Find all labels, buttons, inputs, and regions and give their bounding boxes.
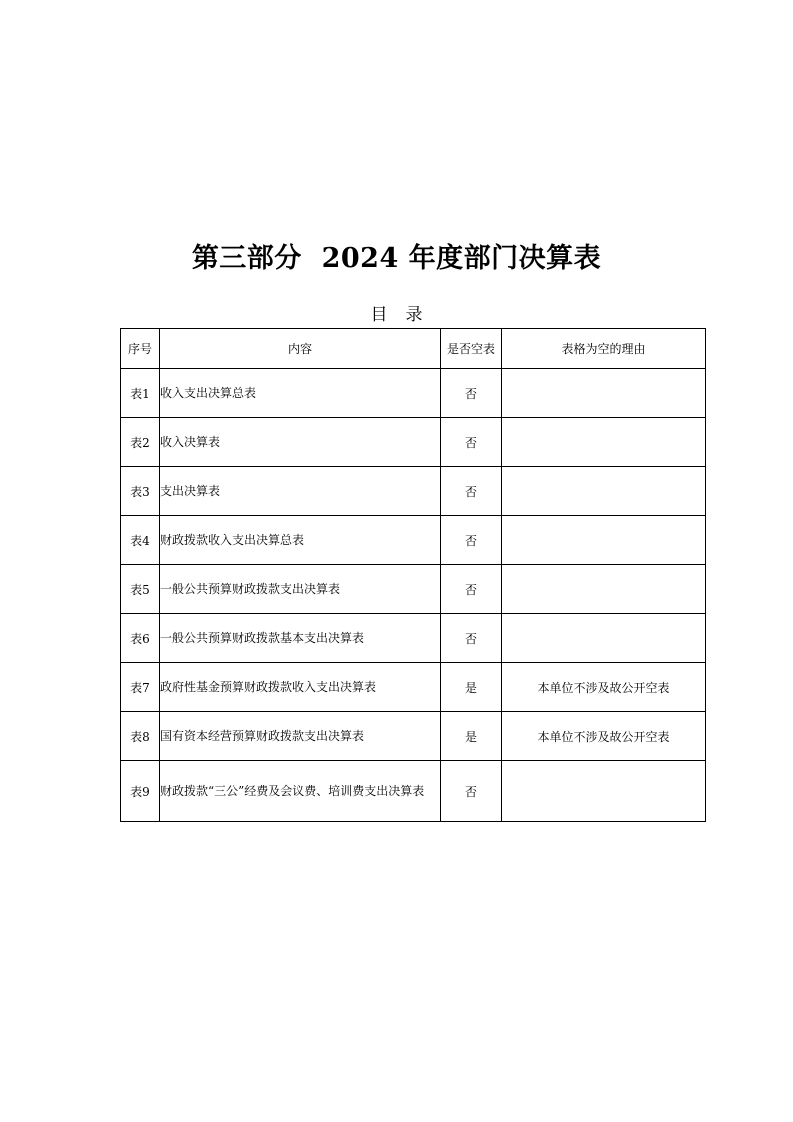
row-content: 财政拨款“三公”经费及会议费、培训费支出决算表: [160, 761, 441, 822]
row-is-empty: 是: [441, 712, 502, 761]
row-no: 表7: [121, 663, 160, 712]
row-reason: [502, 565, 706, 614]
table-header-row: [121, 329, 706, 369]
row-no: 表1: [121, 369, 160, 418]
row-content: 国有资本经营预算财政拨款支出决算表: [160, 712, 441, 761]
row-content: 收入决算表: [160, 418, 441, 467]
row-reason: [502, 418, 706, 467]
header-is-empty: 是否空表: [441, 329, 502, 369]
toc-table: [120, 328, 706, 822]
row-content: 政府性基金预算财政拨款收入支出决算表: [160, 663, 441, 712]
row-reason: [502, 467, 706, 516]
row-is-empty: 否: [441, 761, 502, 822]
toc-heading: 目录: [370, 305, 441, 325]
row-no: 表4: [121, 516, 160, 565]
row-content: 一般公共预算财政拨款支出决算表: [160, 565, 441, 614]
row-is-empty: 否: [441, 614, 502, 663]
header-no: 序号: [121, 329, 160, 369]
table-row: [121, 761, 706, 822]
row-is-empty: 否: [441, 516, 502, 565]
row-reason: [502, 369, 706, 418]
row-no: 表2: [121, 418, 160, 467]
row-is-empty: 是: [441, 663, 502, 712]
row-no: 表9: [121, 761, 160, 822]
row-content: 财政拨款收入支出决算总表: [160, 516, 441, 565]
table-row: [121, 418, 706, 467]
table-row: [121, 663, 706, 712]
row-no: 表3: [121, 467, 160, 516]
header-content: 内容: [160, 329, 441, 369]
row-content: 收入支出决算总表: [160, 369, 441, 418]
row-no: 表8: [121, 712, 160, 761]
table-row: [121, 565, 706, 614]
row-is-empty: 否: [441, 565, 502, 614]
row-no: 表6: [121, 614, 160, 663]
page-title: 第三部分 2024 年度部门决算表: [191, 243, 602, 274]
row-is-empty: 否: [441, 369, 502, 418]
table-row: [121, 712, 706, 761]
row-no: 表5: [121, 565, 160, 614]
row-is-empty: 否: [441, 467, 502, 516]
row-content: 支出决算表: [160, 467, 441, 516]
row-reason: [502, 761, 706, 822]
row-reason: [502, 516, 706, 565]
table-row: [121, 614, 706, 663]
row-reason: [502, 614, 706, 663]
header-reason: 表格为空的理由: [502, 329, 706, 369]
row-reason: 本单位不涉及故公开空表: [502, 663, 706, 712]
table-row: [121, 369, 706, 418]
row-is-empty: 否: [441, 418, 502, 467]
row-content: 一般公共预算财政拨款基本支出决算表: [160, 614, 441, 663]
table-row: [121, 467, 706, 516]
table-row: [121, 516, 706, 565]
row-reason: 本单位不涉及故公开空表: [502, 712, 706, 761]
